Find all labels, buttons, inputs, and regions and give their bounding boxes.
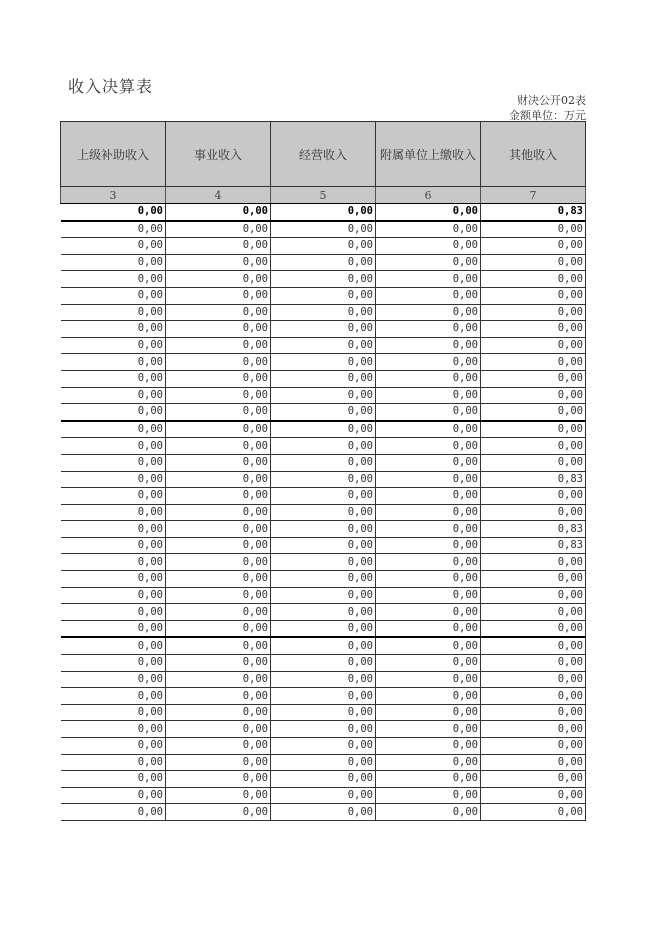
- table-cell: 0,00: [271, 704, 376, 721]
- table-cell: 0,00: [376, 787, 481, 804]
- page-title: 收入决算表: [68, 77, 154, 96]
- table-cell: 0,00: [271, 354, 376, 371]
- table-cell: 0,00: [376, 471, 481, 488]
- table-cell: 0,00: [271, 304, 376, 321]
- table-cell: 0,00: [481, 771, 586, 788]
- table-cell: 0,00: [61, 337, 166, 354]
- table-row: [61, 637, 586, 654]
- table-cell: 0,00: [376, 370, 481, 387]
- table-cell: 0,00: [376, 488, 481, 505]
- table-cell: 0,00: [61, 554, 166, 571]
- column-header: 上级补助收入: [61, 122, 166, 187]
- table-cell: 0,00: [271, 421, 376, 438]
- table-cell: 0,00: [376, 704, 481, 721]
- table-cell: 0,00: [376, 421, 481, 438]
- table-cell: 0,00: [376, 287, 481, 304]
- table-row: [61, 321, 586, 338]
- table-cell: 0,00: [166, 387, 271, 404]
- table-cell: 0,00: [271, 754, 376, 771]
- table-row: [61, 738, 586, 755]
- table-cell: 0,00: [271, 287, 376, 304]
- table-cell: 0,00: [376, 337, 481, 354]
- table-cell: 0,00: [271, 554, 376, 571]
- table-cell: 0,00: [271, 321, 376, 338]
- table-cell: 0,00: [481, 404, 586, 421]
- table-cell: 0,00: [481, 721, 586, 738]
- table-cell: 0,00: [271, 655, 376, 672]
- column-header: 其他收入: [481, 122, 586, 187]
- table-cell: 0,00: [481, 571, 586, 588]
- table-row: [61, 587, 586, 604]
- table-cell: 0,00: [271, 204, 376, 221]
- table-cell: 0,83: [481, 471, 586, 488]
- table-cell: 0,00: [271, 454, 376, 471]
- table-cell: 0,00: [166, 754, 271, 771]
- table-cell: 0,00: [166, 771, 271, 788]
- table-cell: 0,00: [376, 387, 481, 404]
- table-cell: 0,00: [61, 221, 166, 238]
- table-cell: 0,00: [271, 521, 376, 538]
- table-cell: 0,00: [481, 620, 586, 637]
- table-cell: 0,00: [271, 604, 376, 621]
- table-cell: 0,00: [376, 537, 481, 554]
- table-cell: 0,00: [376, 587, 481, 604]
- table-row: [61, 204, 586, 221]
- table-cell: 0,00: [166, 454, 271, 471]
- table-cell: 0,00: [481, 604, 586, 621]
- table-row: [61, 488, 586, 505]
- table-cell: 0,00: [61, 387, 166, 404]
- table-cell: 0,00: [166, 721, 271, 738]
- table-body: [61, 204, 586, 821]
- table-cell: 0,00: [376, 688, 481, 705]
- table-cell: 0,00: [481, 287, 586, 304]
- table-cell: 0,00: [166, 287, 271, 304]
- table-cell: 0,00: [271, 771, 376, 788]
- table-cell: 0,00: [61, 754, 166, 771]
- table-cell: 0,00: [166, 488, 271, 505]
- table-cell: 0,00: [271, 587, 376, 604]
- table-cell: 0,00: [481, 688, 586, 705]
- table-cell: 0,00: [166, 254, 271, 271]
- table-cell: 0,00: [481, 337, 586, 354]
- table-cell: 0,00: [481, 387, 586, 404]
- table-row: [61, 370, 586, 387]
- table-cell: 0,00: [376, 655, 481, 672]
- table-cell: 0,00: [166, 537, 271, 554]
- table-row: [61, 438, 586, 455]
- table-cell: 0,00: [61, 804, 166, 821]
- table-cell: 0,00: [61, 671, 166, 688]
- table-cell: 0,00: [271, 271, 376, 288]
- table-cell: 0,00: [376, 504, 481, 521]
- table-cell: 0,83: [481, 537, 586, 554]
- table-cell: 0,00: [271, 404, 376, 421]
- table-cell: 0,00: [481, 754, 586, 771]
- table-row: [61, 537, 586, 554]
- column-header: 事业收入: [166, 122, 271, 187]
- table-cell: 0,00: [61, 655, 166, 672]
- table-cell: 0,00: [481, 304, 586, 321]
- table-cell: 0,00: [376, 254, 481, 271]
- table-cell: 0,00: [61, 637, 166, 654]
- table-cell: 0,00: [271, 620, 376, 637]
- table-cell: 0,00: [61, 321, 166, 338]
- table-row: [61, 671, 586, 688]
- table-cell: 0,00: [271, 637, 376, 654]
- table-cell: 0,00: [481, 704, 586, 721]
- table-row: [61, 404, 586, 421]
- table-cell: 0,00: [61, 488, 166, 505]
- table-cell: 0,00: [166, 238, 271, 255]
- table-cell: 0,00: [166, 738, 271, 755]
- table-cell: 0,00: [481, 804, 586, 821]
- table-cell: 0,00: [376, 671, 481, 688]
- table-cell: 0,00: [376, 804, 481, 821]
- table-cell: 0,00: [481, 655, 586, 672]
- table-cell: 0,00: [271, 721, 376, 738]
- table-cell: 0,00: [61, 504, 166, 521]
- table-cell: 0,00: [376, 721, 481, 738]
- table-cell: 0,00: [376, 438, 481, 455]
- table-cell: 0,00: [166, 571, 271, 588]
- table-cell: 0,00: [166, 587, 271, 604]
- table-cell: 0,00: [481, 587, 586, 604]
- table-cell: 0,00: [481, 238, 586, 255]
- table-cell: 0,00: [481, 738, 586, 755]
- table-cell: 0,00: [166, 554, 271, 571]
- table-row: [61, 454, 586, 471]
- unit-label: 金额单位：万元: [509, 109, 586, 122]
- table-cell: 0,00: [271, 221, 376, 238]
- table-cell: 0,00: [481, 504, 586, 521]
- table-row: [61, 354, 586, 371]
- table-cell: 0,00: [271, 370, 376, 387]
- table-cell: 0,00: [271, 804, 376, 821]
- table-cell: 0,00: [61, 571, 166, 588]
- table-cell: 0,00: [376, 304, 481, 321]
- table-row: [61, 387, 586, 404]
- table-cell: 0,00: [61, 771, 166, 788]
- table-cell: 0,00: [166, 787, 271, 804]
- table-cell: 0,00: [481, 671, 586, 688]
- table-cell: 0,00: [481, 637, 586, 654]
- table-cell: 0,00: [376, 604, 481, 621]
- table-row: [61, 721, 586, 738]
- table-cell: 0,00: [61, 238, 166, 255]
- table-cell: 0,00: [376, 554, 481, 571]
- table-cell: 0,00: [376, 454, 481, 471]
- table-row: [61, 604, 586, 621]
- table-cell: 0,00: [376, 204, 481, 221]
- table-cell: 0,00: [481, 321, 586, 338]
- table-cell: 0,00: [61, 738, 166, 755]
- column-index: 5: [271, 187, 376, 204]
- table-cell: 0,00: [166, 688, 271, 705]
- table-cell: 0,00: [61, 287, 166, 304]
- table-row: [61, 554, 586, 571]
- table-cell: 0,00: [481, 221, 586, 238]
- table-cell: 0,00: [481, 454, 586, 471]
- table-row: [61, 704, 586, 721]
- table-cell: 0,00: [166, 354, 271, 371]
- table-cell: 0,00: [61, 704, 166, 721]
- table-row: [61, 787, 586, 804]
- table-cell: 0,00: [166, 671, 271, 688]
- table-cell: 0,00: [61, 688, 166, 705]
- column-index: 3: [61, 187, 166, 204]
- table-cell: 0,00: [61, 787, 166, 804]
- table-cell: 0,00: [271, 571, 376, 588]
- table-cell: 0,00: [271, 471, 376, 488]
- table-cell: 0,00: [271, 537, 376, 554]
- table-row: [61, 620, 586, 637]
- table-row: [61, 754, 586, 771]
- header-row: [61, 122, 586, 187]
- table-cell: 0,00: [61, 721, 166, 738]
- table-cell: 0,00: [166, 221, 271, 238]
- table-cell: 0,00: [376, 637, 481, 654]
- table-cell: 0,00: [271, 438, 376, 455]
- table-cell: 0,00: [481, 370, 586, 387]
- table-cell: 0,00: [481, 488, 586, 505]
- table-row: [61, 521, 586, 538]
- column-index: 6: [376, 187, 481, 204]
- table-row: [61, 221, 586, 238]
- table-cell: 0,00: [376, 271, 481, 288]
- table-cell: 0,00: [376, 321, 481, 338]
- column-header: 附属单位上缴收入: [376, 122, 481, 187]
- table-cell: 0,00: [61, 587, 166, 604]
- table-cell: 0,00: [166, 620, 271, 637]
- table-cell: 0,00: [61, 421, 166, 438]
- table-cell: 0,00: [271, 238, 376, 255]
- column-header: 经营收入: [271, 122, 376, 187]
- table-cell: 0,00: [481, 438, 586, 455]
- table-row: [61, 254, 586, 271]
- table-cell: 0,00: [481, 554, 586, 571]
- table-cell: 0,00: [166, 438, 271, 455]
- table-cell: 0,00: [376, 521, 481, 538]
- table-cell: 0,00: [376, 771, 481, 788]
- table-cell: 0,00: [271, 488, 376, 505]
- table-cell: 0,00: [376, 238, 481, 255]
- table-row: [61, 337, 586, 354]
- table-cell: 0,00: [61, 521, 166, 538]
- table-cell: 0,00: [61, 354, 166, 371]
- table-cell: 0,00: [166, 504, 271, 521]
- table-cell: 0,00: [61, 254, 166, 271]
- table-cell: 0,00: [271, 688, 376, 705]
- table-cell: 0,00: [376, 221, 481, 238]
- table-cell: 0,00: [166, 604, 271, 621]
- table-cell: 0,00: [481, 354, 586, 371]
- income-table: [60, 121, 586, 821]
- column-index: 4: [166, 187, 271, 204]
- table-row: [61, 688, 586, 705]
- table-cell: 0,00: [376, 354, 481, 371]
- table-cell: 0,00: [166, 204, 271, 221]
- table-cell: 0,00: [166, 370, 271, 387]
- table-cell: 0,00: [376, 620, 481, 637]
- table-row: [61, 804, 586, 821]
- table-row: [61, 238, 586, 255]
- table-cell: 0,00: [166, 704, 271, 721]
- table-row: [61, 771, 586, 788]
- column-index: 7: [481, 187, 586, 204]
- table-cell: 0,00: [271, 787, 376, 804]
- table-cell: 0,00: [166, 421, 271, 438]
- table-row: [61, 304, 586, 321]
- table-cell: 0,00: [166, 804, 271, 821]
- table-cell: 0,00: [271, 387, 376, 404]
- table-row: [61, 504, 586, 521]
- table-cell: 0,00: [166, 271, 271, 288]
- table-cell: 0,00: [61, 454, 166, 471]
- table-cell: 0,00: [376, 754, 481, 771]
- table-cell: 0,00: [271, 738, 376, 755]
- table-cell: 0,00: [166, 637, 271, 654]
- table-row: [61, 571, 586, 588]
- table-cell: 0,00: [61, 537, 166, 554]
- column-index-row: [61, 187, 586, 204]
- table-cell: 0,00: [481, 787, 586, 804]
- table-cell: 0,00: [271, 671, 376, 688]
- table-cell: 0,00: [271, 254, 376, 271]
- table-cell: 0,00: [376, 571, 481, 588]
- table-cell: 0,00: [376, 404, 481, 421]
- table-cell: 0,00: [166, 521, 271, 538]
- table-cell: 0,00: [61, 471, 166, 488]
- table-row: [61, 271, 586, 288]
- table-cell: 0,00: [271, 504, 376, 521]
- table-cell: 0,00: [481, 421, 586, 438]
- table-row: [61, 287, 586, 304]
- table-cell: 0,00: [166, 304, 271, 321]
- table-cell: 0,00: [61, 304, 166, 321]
- table-cell: 0,00: [61, 404, 166, 421]
- table-cell: 0,00: [61, 204, 166, 221]
- form-code: 财决公开02表: [517, 94, 586, 107]
- table-cell: 0,00: [61, 370, 166, 387]
- table-cell: 0,83: [481, 521, 586, 538]
- table-cell: 0,83: [481, 204, 586, 221]
- table-cell: 0,00: [166, 321, 271, 338]
- table-cell: 0,00: [61, 438, 166, 455]
- table-cell: 0,00: [61, 271, 166, 288]
- table-cell: 0,00: [61, 620, 166, 637]
- table-cell: 0,00: [61, 604, 166, 621]
- table-row: [61, 421, 586, 438]
- table-cell: 0,00: [166, 471, 271, 488]
- table-cell: 0,00: [376, 738, 481, 755]
- table-cell: 0,00: [166, 404, 271, 421]
- table-cell: 0,00: [166, 337, 271, 354]
- table-cell: 0,00: [481, 254, 586, 271]
- table-cell: 0,00: [481, 271, 586, 288]
- table-row: [61, 655, 586, 672]
- table-cell: 0,00: [271, 337, 376, 354]
- table-row: [61, 471, 586, 488]
- table-cell: 0,00: [166, 655, 271, 672]
